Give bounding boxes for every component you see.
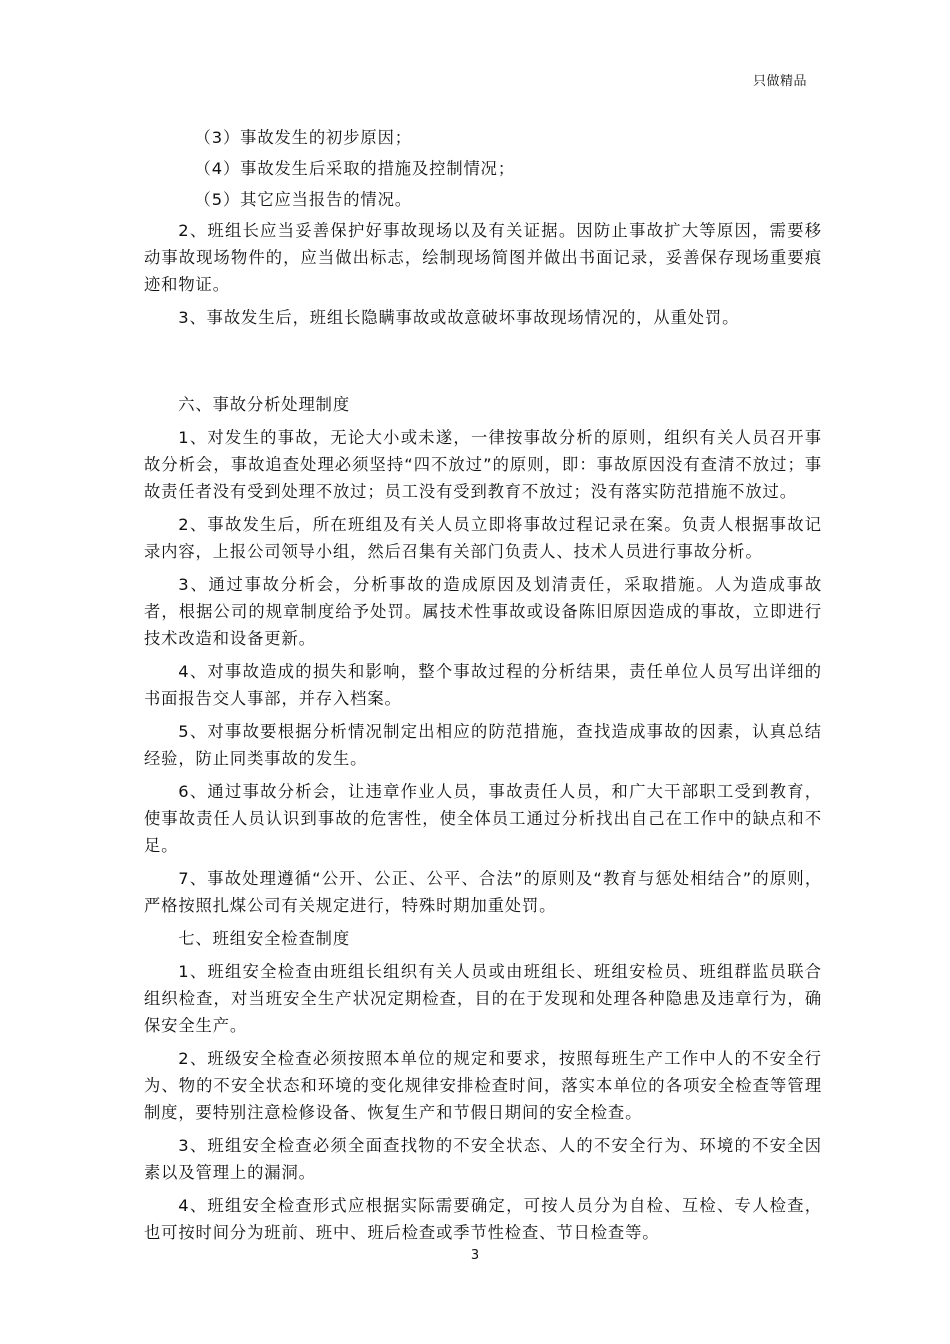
paragraph: 3、班组安全检查必须全面查找物的不安全状态、人的不安全行为、环境的不安全因素以及管理上的漏洞。 — [144, 1135, 822, 1182]
paragraph: 1、对发生的事故，无论大小或未遂，一律按事故分析的原则，组织有关人员召开事故分析会，事故追查处理必须坚持“四不放过”的原则，即：事故原因没有查清不放过；事故责任者没有受到处理不放过；员工没有受到教育不放过；没有落实防范措施不放过。 — [144, 427, 822, 501]
paragraph: 4、班组安全检查形式应根据实际需要确定，可按人员分为自检、互检、专人检查，也可按时间分为班前、班中、班后检查或季节性检查、节日检查等。 — [144, 1195, 822, 1242]
paragraph: 6、通过事故分析会，让违章作业人员，事故责任人员，和广大干部职工受到教育，使事故责任人员认识到事故的危害性，使全体员工通过分析找出自己在工作中的缺点和不足。 — [144, 781, 822, 855]
paragraph: 4、对事故造成的损失和影响，整个事故过程的分析结果，责任单位人员写出详细的书面报告交人事部，并存入档案。 — [144, 661, 822, 708]
list-item: （4）事故发生后采取的措施及控制情况； — [194, 159, 516, 178]
paragraph: 1、班组安全检查由班组长组织有关人员或由班组长、班组安检员、班组群监员联合组织检查，对当班安全生产状况定期检查，目的在于发现和处理各种隐患及违章行为，确保安全生产。 — [144, 961, 822, 1035]
paragraph: 7、事故处理遵循“公开、公正、公平、合法”的原则及“教育与惩处相结合”的原则，严格按照扎煤公司有关规定进行，特殊时期加重处罚。 — [144, 868, 822, 915]
header-note: 只做精品 — [752, 74, 807, 89]
paragraph: 5、对事故要根据分析情况制定出相应的防范措施，查找造成事故的因素，认真总结经验，防止同类事故的发生。 — [144, 721, 822, 768]
section-heading: 六、事故分析处理制度 — [178, 394, 351, 414]
paragraph: 3、事故发生后，班组长隐瞒事故或故意破坏事故现场情况的，从重处罚。 — [178, 308, 740, 327]
paragraph: 2、班组长应当妥善保护好事故现场以及有关证据。因防止事故扩大等原因，需要移动事故现场物件的，应当做出标志，绘制现场简图并做出书面记录，妥善保存现场重要痕迹和物证。 — [144, 221, 822, 294]
paragraph: 3、通过事故分析会，分析事故的造成原因及划清责任，采取措施。人为造成事故者，根据公司的规章制度给予处罚。属技术性事故或设备陈旧原因造成的事故，立即进行技术改造和设备更新。 — [144, 574, 822, 648]
document-body — [144, 124, 822, 1252]
section-heading: 七、班组安全检查制度 — [178, 928, 351, 948]
list-item: （3）事故发生的初步原因； — [194, 128, 412, 147]
paragraph: 2、事故发生后，所在班组及有关人员立即将事故过程记录在案。负责人根据事故记录内容，上报公司领导小组，然后召集有关部门负责人、技术人员进行事故分析。 — [144, 514, 822, 561]
list-item: （5）其它应当报告的情况。 — [194, 190, 412, 209]
page-number: 3 — [470, 1248, 480, 1263]
paragraph: 2、班级安全检查必须按照本单位的规定和要求，按照每班生产工作中人的不安全行为、物的不安全状态和环境的变化规律安排检查时间，落实本单位的各项安全检查等管理制度，要特别注意检修设备、恢复生产和节假日期间的安全检查。 — [144, 1048, 822, 1122]
section-spacer — [144, 347, 822, 374]
